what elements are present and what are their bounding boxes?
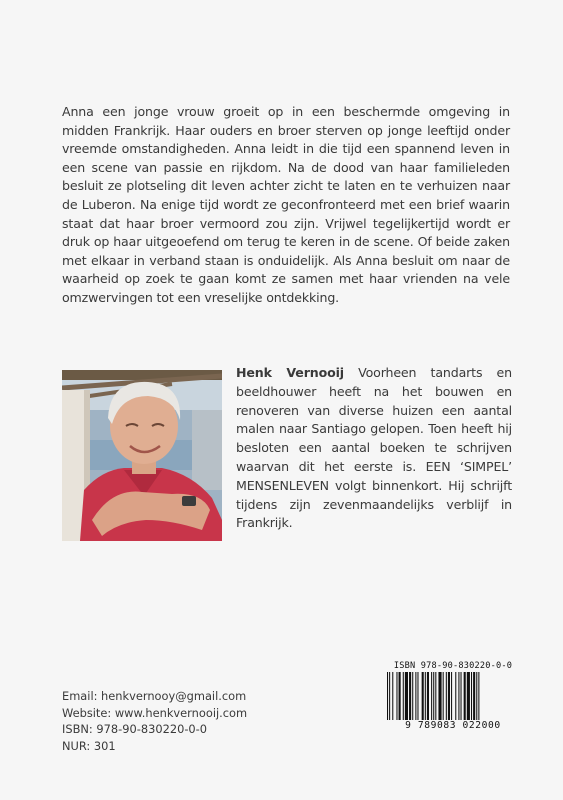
barcode-bar xyxy=(451,672,452,720)
contact-info xyxy=(62,688,247,754)
author-bio xyxy=(236,364,512,533)
barcode-bar xyxy=(471,672,472,720)
barcode-bar xyxy=(433,672,434,720)
barcode-bar xyxy=(409,672,411,720)
barcode-bar xyxy=(431,672,432,720)
contact-nur: NUR: 301 xyxy=(62,738,116,753)
isbn-barcode xyxy=(383,660,523,732)
barcode-bar xyxy=(435,672,436,720)
barcode-bar xyxy=(399,672,401,720)
contact-website: Website: www.henkvernooij.com xyxy=(62,705,248,720)
barcode-bar xyxy=(467,672,470,720)
barcode-isbn-label: ISBN 978-90-830220-0-0 xyxy=(393,661,513,671)
barcode-bar xyxy=(389,672,390,720)
barcode-bar xyxy=(476,672,477,720)
barcode-bar xyxy=(464,672,466,720)
barcode-bar xyxy=(412,672,413,720)
barcode-bar xyxy=(425,672,426,720)
barcode-bar xyxy=(422,672,424,720)
barcode-bars xyxy=(383,672,523,720)
barcode-bar xyxy=(392,672,393,720)
author-photo xyxy=(62,370,222,541)
barcode-bar xyxy=(403,672,404,720)
barcode-bar xyxy=(405,672,408,720)
barcode-bar xyxy=(455,672,456,720)
barcode-bar xyxy=(396,672,397,720)
barcode-bar xyxy=(461,672,462,720)
barcode-bar xyxy=(438,672,441,720)
barcode-bar xyxy=(443,672,444,720)
barcode-bar xyxy=(427,672,429,720)
contact-isbn: ISBN: 978-90-830220-0-0 xyxy=(62,722,208,736)
barcode-digits: 9 789083 022000 xyxy=(405,720,501,731)
barcode-bar xyxy=(478,672,479,720)
author-bio-text: Voorheen tandarts en beeldhouwer heeft na het bouwen en renoveren van diverse huizen een aantal malen naar Santiago gelopen. Toen heeft hij besloten een aantal boeken te schrijven waarvan dit het eerste is. EEN ‘SIMPEL’ MENSENLEVEN volgt binnenkort. Hij schrijft tijdens zijn zevenmaandelijks verblijf in Frankrijk. xyxy=(236,365,512,531)
barcode-bar xyxy=(417,672,418,720)
barcode-bar xyxy=(446,672,447,720)
barcode-bar xyxy=(473,672,475,720)
author-name: Henk Vernooij xyxy=(236,365,344,380)
back-cover-blurb: Anna een jonge vrouw groeit op in een beschermde omgeving in midden Frankrijk. Haar ouders en broer sterven op jonge leeftijd onder vreemde omstandigheden. Anna leidt in die tijd een spannend leven in een scene van passie en rijkdom. Na de dood van haar familieleden besluit ze plotseling dit leven achter zicht te laten en te verhuizen naar de Luberon. Na enige tijd wordt ze geconfronteerd met een brief waarin staat dat haar broer vermoord zou zijn. Vrijwel tegelijkertijd wordt er druk op haar uitgeoefend om terug te keren in de scene. Of beide zaken met elkaar in verband staan is onduidelijk. Als Anna besluit om naar de waarheid op zoek te gaan komt ze samen met haar vrienden na vele omzwervingen tot een vreselijke ontdekking. xyxy=(62,104,510,305)
barcode-bar xyxy=(458,672,459,720)
barcode-bar xyxy=(415,672,416,720)
barcode-bar xyxy=(448,672,450,720)
barcode-bar xyxy=(387,672,388,720)
contact-email: Email: henkvernooy@gmail.com xyxy=(62,689,247,703)
